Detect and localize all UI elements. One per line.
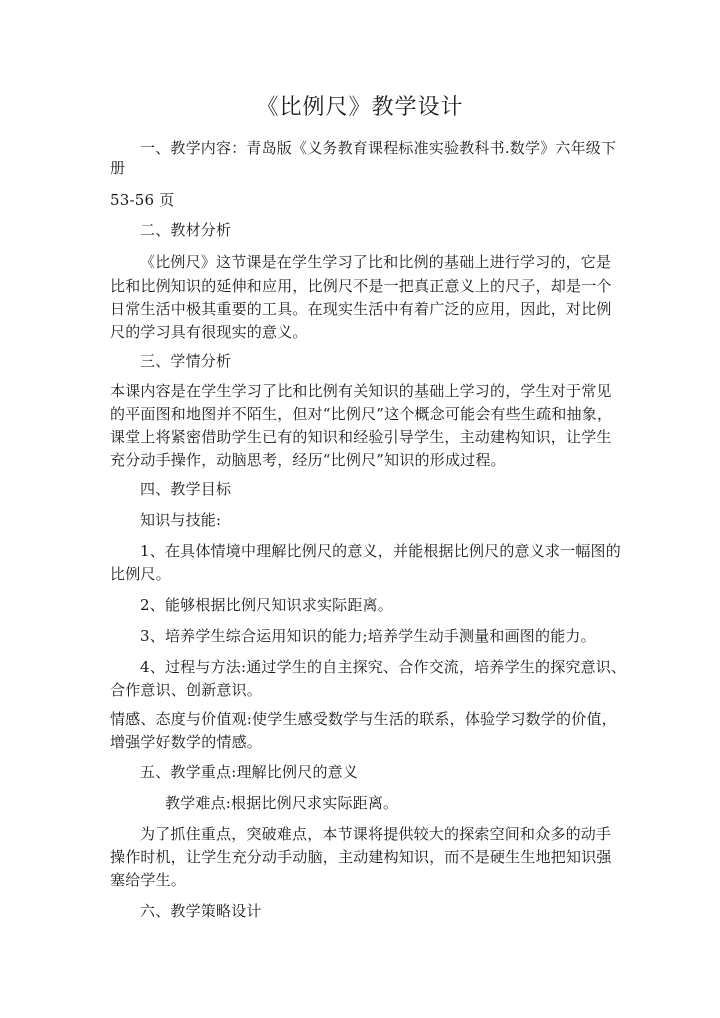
paragraph-line: 的平面图和地图并不陌生，但对“比例尺”这个概念可能会有些生疏和抽象， — [110, 405, 613, 423]
section-6-heading: 六、教学策略设计 — [140, 902, 262, 920]
paragraph-line: 操作时机，让学生充分动手动脑，主动建构知识，而不是硬生生地把知识强 — [110, 848, 612, 866]
paragraph-line: 比和比例知识的延伸和应用，比例尺不是一把真正意义上的尺子，却是一个 — [110, 277, 612, 295]
list-item-continued: 比例尺。 — [110, 565, 171, 583]
section-2-heading: 二、教材分析 — [140, 221, 232, 239]
section-1-heading: 一、教学内容：青岛版《义务教育课程标准实验教科书.数学》六年级下 — [140, 139, 617, 157]
list-item: 1、在具体情境中理解比例尺的意义，并能根据比例尺的意义求一幅图的 — [140, 542, 621, 560]
list-item: 4、过程与方法:通过学生的自主探究、合作交流，培养学生的探究意识、 — [140, 658, 627, 676]
paragraph-line: 《比例尺》这节课是在学生学习了比和比例的基础上进行学习的，它是 — [140, 253, 612, 271]
text-line: 53-56 页 — [110, 191, 175, 209]
list-item-continued: 合作意识、创新意识。 — [110, 681, 263, 699]
document-title: 《比例尺》教学设计 — [256, 95, 464, 120]
section-4-heading: 四、教学目标 — [140, 480, 232, 498]
paragraph-line: 日常生活中极其重要的工具。在现实生活中有着广泛的应用，因此，对比例 — [110, 300, 612, 318]
paragraph-line: 尺的学习具有很现实的意义。 — [110, 323, 308, 341]
paragraph-line: 本课内容是在学生学习了比和比例有关知识的基础上学习的，学生对于常见 — [110, 382, 612, 400]
subheading: 教学难点:根据比例尺求实际距离。 — [165, 794, 399, 812]
section-5-heading: 五、教学重点:理解比例尺的意义 — [140, 763, 359, 781]
text-line: 册 — [110, 159, 126, 177]
paragraph-line: 充分动手操作，动脑思考，经历“比例尺”知识的形成过程。 — [110, 451, 506, 469]
paragraph-line: 情感、态度与价值观:使学生感受数学与生活的联系，体验学习数学的价值， — [110, 710, 617, 728]
paragraph-line: 塞给学生。 — [110, 871, 187, 889]
paragraph-line: 增强学好数学的情感。 — [110, 733, 263, 751]
paragraph-line: 为了抓住重点，突破难点，本节课将提供较大的探索空间和众多的动手 — [140, 825, 612, 843]
list-item: 2、能够根据比例尺知识求实际距离。 — [140, 596, 393, 614]
list-item: 3、培养学生综合运用知识的能力;培养学生动手测量和画图的能力。 — [140, 627, 596, 645]
subheading: 知识与技能: — [140, 511, 222, 529]
section-3-heading: 三、学情分析 — [140, 352, 232, 370]
paragraph-line: 课堂上将紧密借助学生已有的知识和经验引导学生，主动建构知识，让学生 — [110, 428, 612, 446]
